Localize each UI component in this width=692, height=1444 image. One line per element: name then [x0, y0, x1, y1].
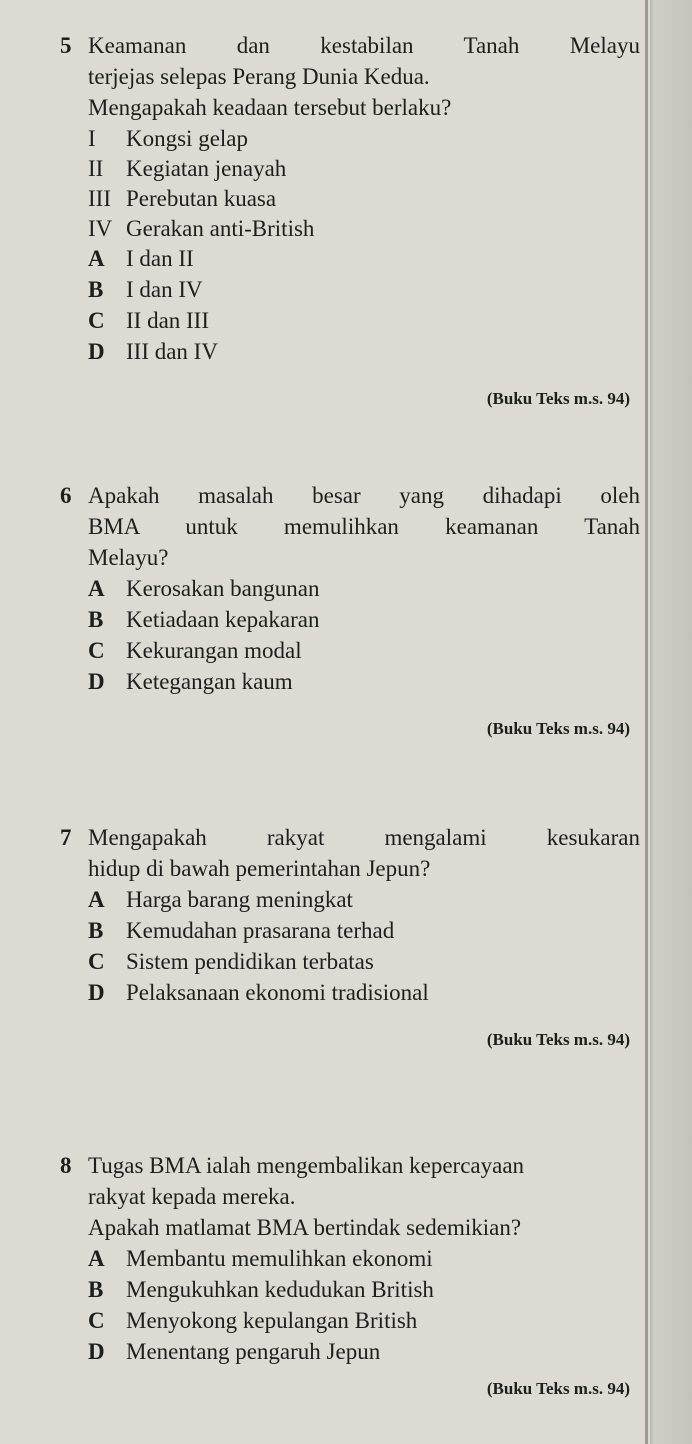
statement-numeral: III: [88, 186, 111, 211]
question-stem-line: [60, 480, 640, 511]
statement-numeral: IV: [88, 216, 113, 241]
statement-text: Perebutan kuasa: [126, 186, 277, 211]
question-5: [60, 30, 640, 414]
answer-option-c[interactable]: [60, 635, 640, 666]
question-stem-text: Keamanan dan kestabilan Tanah Melayu: [88, 33, 640, 58]
question-number: 5: [60, 33, 72, 58]
option-letter: A: [88, 246, 105, 271]
source-reference: (Buku Teks m.s. 94): [486, 719, 630, 738]
option-letter: A: [88, 887, 105, 912]
page-edge-line: [645, 0, 648, 1444]
option-text: Menyokong kepulangan British: [126, 1308, 418, 1333]
question-number: 8: [60, 1153, 72, 1178]
option-text: Harga barang meningkat: [126, 887, 353, 912]
question-stem-line: [60, 30, 640, 61]
option-letter: C: [88, 1308, 105, 1333]
question-number: 6: [60, 483, 72, 508]
option-text: Sistem pendidikan terbatas: [126, 949, 374, 974]
option-letter: A: [88, 576, 105, 601]
question-7: [60, 822, 640, 1055]
option-text: Kekurangan modal: [126, 638, 302, 663]
answer-option-d[interactable]: [60, 336, 640, 367]
answer-option-b[interactable]: [60, 604, 640, 635]
option-letter: D: [88, 980, 105, 1005]
question-stem-text: terjejas selepas Perang Dunia Kedua.: [88, 64, 430, 89]
option-letter: C: [88, 949, 105, 974]
answer-option-d[interactable]: [60, 977, 640, 1008]
option-text: Kemudahan prasarana terhad: [126, 918, 395, 943]
option-text: Pelaksanaan ekonomi tradisional: [126, 980, 429, 1005]
answer-option-c[interactable]: [60, 305, 640, 336]
question-stem-text: Tugas BMA ialah mengembalikan kepercayaan: [88, 1153, 525, 1178]
question-6: [60, 480, 640, 744]
question-stem-text: hidup di bawah pemerintahan Jepun?: [88, 856, 431, 881]
question-stem-text: Melayu?: [88, 545, 169, 570]
statement-item: [60, 183, 640, 213]
source-reference: (Buku Teks m.s. 94): [486, 389, 630, 408]
option-text: I dan IV: [126, 277, 203, 302]
option-letter: B: [88, 918, 104, 943]
adjacent-page-edge: [650, 0, 692, 1444]
option-letter: D: [88, 339, 105, 364]
option-letter: C: [88, 308, 105, 333]
option-letter: B: [88, 1277, 104, 1302]
question-stem-text: BMA untuk memulihkan keamanan Tanah: [88, 514, 640, 539]
statement-item: [60, 213, 640, 243]
option-text: Menentang pengaruh Jepun: [126, 1339, 381, 1364]
question-stem-text: Apakah masalah besar yang dihadapi oleh: [88, 483, 640, 508]
option-letter: D: [88, 1339, 105, 1364]
question-stem-line: [60, 1150, 640, 1181]
question-stem-text: rakyat kepada mereka.: [88, 1184, 296, 1209]
source-reference: (Buku Teks m.s. 94): [486, 1379, 630, 1398]
option-text: II dan III: [126, 308, 210, 333]
question-number: 7: [60, 825, 72, 850]
option-letter: C: [88, 638, 105, 663]
answer-option-d[interactable]: [60, 1336, 640, 1367]
option-text: Ketiadaan kepakaran: [126, 607, 320, 632]
option-letter: D: [88, 669, 105, 694]
answer-option-b[interactable]: [60, 274, 640, 305]
source-reference: (Buku Teks m.s. 94): [486, 1030, 630, 1049]
question-stem-line: [60, 822, 640, 853]
option-letter: B: [88, 277, 104, 302]
answer-option-b[interactable]: [60, 1274, 640, 1305]
answer-option-c[interactable]: [60, 1305, 640, 1336]
statement-text: Gerakan anti-British: [126, 216, 315, 241]
option-text: I dan II: [126, 246, 194, 271]
question-stem-text: Apakah matlamat BMA bertindak sedemikian?: [88, 1215, 522, 1240]
statement-numeral: I: [88, 126, 96, 151]
option-letter: B: [88, 607, 104, 632]
answer-option-a[interactable]: [60, 1243, 640, 1274]
option-text: Kerosakan bangunan: [126, 576, 320, 601]
answer-option-a[interactable]: [60, 243, 640, 274]
statement-text: Kegiatan jenayah: [126, 156, 287, 181]
question-stem-text: Mengapakah keadaan tersebut berlaku?: [88, 95, 452, 120]
statement-numeral: II: [88, 156, 104, 181]
statement-item: [60, 153, 640, 183]
answer-option-a[interactable]: [60, 573, 640, 604]
option-letter: A: [88, 1246, 105, 1271]
answer-option-a[interactable]: [60, 884, 640, 915]
answer-option-b[interactable]: [60, 915, 640, 946]
answer-option-c[interactable]: [60, 946, 640, 977]
statement-text: Kongsi gelap: [126, 126, 249, 151]
statement-item: [60, 123, 640, 153]
question-8: [60, 1150, 640, 1404]
option-text: Ketegangan kaum: [126, 669, 293, 694]
option-text: Membantu memulihkan ekonomi: [126, 1246, 433, 1271]
answer-option-d[interactable]: [60, 666, 640, 697]
option-text: Mengukuhkan kedudukan British: [126, 1277, 434, 1302]
question-stem-text: Mengapakah rakyat mengalami kesukaran: [88, 825, 640, 850]
option-text: III dan IV: [126, 339, 218, 364]
